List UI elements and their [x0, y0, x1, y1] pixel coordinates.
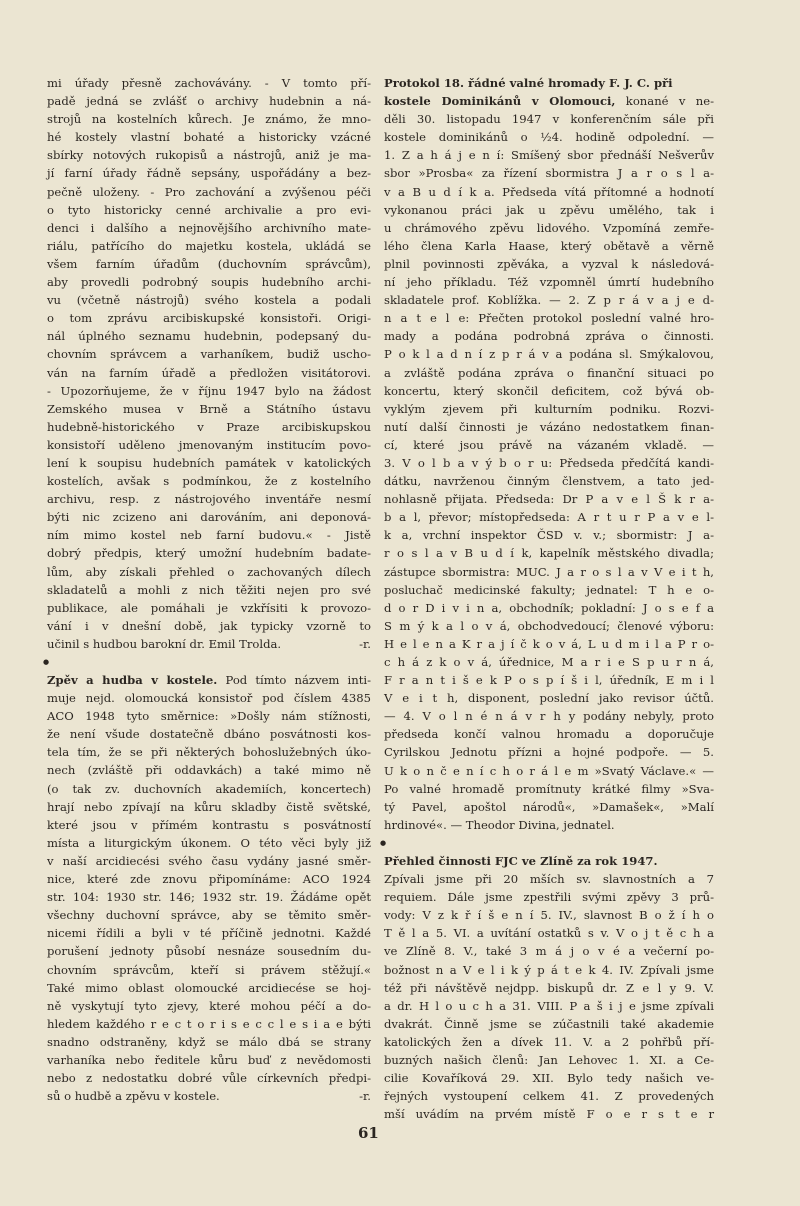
text-line: publikace, ale pomáhali je vzkřísiti k provozo-: [47, 600, 371, 615]
text-line: mi úřady přesně zachovávány. - V tomto pří-: [47, 76, 371, 90]
text-line: padě jedná se zvlášť o archivy hudebnin a ná-: [47, 94, 371, 109]
text-line: předseda končí valnou hromadu a doporučuje: [384, 727, 714, 742]
text-line: dvakrát. Činně jsme se zúčastnili také akademie: [384, 1016, 714, 1031]
text-line: o tom zprávu arcibiskupské konsistoři. Origi-: [47, 311, 371, 326]
text-line: riálu, patřícího do majetku kostela, ukládá se: [47, 238, 371, 253]
text-line: dátku, navrženou činným členstvem, a tato jed-: [384, 474, 714, 489]
text-line: že není všude dostatečně dbáno posvátnosti kos-: [47, 727, 371, 742]
text-line: řejných vystoupení celkem 41. Z provedených: [384, 1089, 714, 1104]
text-line: které jsou v přímém kontrastu s posvátností: [47, 817, 371, 832]
text-line: denci i dalšího a nejnovějšího archivního mate-: [47, 220, 371, 235]
text-line: c h á z k o v á, úřednice, M a r i e S p u r n á,: [384, 655, 714, 669]
text-line: jí farní úřady řádně sepsány, uspořádány a bez-: [47, 166, 371, 181]
article-heading: Protokol 18. řádné valné hromady F. J. C. při: [384, 76, 673, 90]
text-line: [384, 852, 714, 870]
text-run: Pod tímto názvem inti-: [217, 673, 371, 687]
text-line: (o tak zv. duchovních akademiích, koncertech): [47, 781, 371, 796]
text-line: lům, aby získali přehled o zachovaných dílech: [47, 564, 371, 579]
text-line: tý Pavel, apoštol národů«, »Damašek«, »Malí: [384, 799, 714, 814]
text-line: mady a podána podrobná zpráva o činnosti.: [384, 329, 714, 344]
text-line: skladatelů a mohli z nich těžiti nejen pro své: [47, 582, 371, 597]
text-line: Zemského musea v Brně a Státního ústavu: [47, 401, 371, 416]
text-line: [384, 74, 714, 92]
text-line: sbor »Prosba« za řízení sbormistra J a r o s l a-: [384, 166, 714, 181]
text-line: nebo z nedostatku dobré vůle církevních předpi-: [47, 1071, 371, 1086]
text-line: n a t e l e: Přečten protokol poslední valné hro-: [384, 311, 714, 326]
text-line: Cyrilskou Jednotu přízni a hojné podpoře. — 5.: [384, 745, 714, 760]
text-line: vu (včetně nástrojů) svého kostela a podali: [47, 293, 371, 308]
text-line: Po valné hromadě promítnuty krátké filmy »Sva-: [384, 781, 714, 796]
text-line: b a l, převor; místopředseda: A r t u r P a v e l-: [384, 510, 714, 525]
text-line: v naší arcidiecési svého času vydány jasné směr-: [47, 853, 371, 868]
text-line: děli 30. listopadu 1947 v konferenčním sále při: [384, 112, 714, 127]
article-section: [384, 74, 714, 834]
text-line: S m ý k a l o v á, obchodvedoucí; členové výboru:: [384, 618, 714, 633]
text-line: v a B u d í k a. Předseda vítá přítomné a hodnotí: [384, 184, 714, 199]
text-line: T ě l a 5. VI. a uvítání ostatků s v. V o j t ě c h a: [384, 926, 714, 941]
text-line: cí, které jsou právě na vázaném vkladě. —: [384, 437, 714, 452]
text-line: ně vyskytují tyto zjevy, které mohou péčí a do-: [47, 998, 371, 1013]
text-line: snadno odstraněny, když se málo dbá se strany: [47, 1034, 371, 1049]
text-line: a zvláště podána zpráva o finanční situaci po: [384, 365, 714, 380]
text-line: hrdinové«. — Theodor Divina, jednatel.: [384, 817, 615, 832]
text-line: a dr. H l o u c h a 31. VIII. P a š i j e jsme zpívali: [384, 998, 714, 1013]
text-line: konsistoří uděleno jmenovaným institucím povo-: [47, 437, 371, 452]
page-number: 61: [358, 1124, 379, 1142]
text-line: kostele dominikánů o ½4. hodině odpolední. —: [384, 130, 714, 145]
text-line: božnost n a V e l i k ý p á t e k 4. IV. Zpívali jsme: [384, 962, 714, 977]
text-line: pečně uloženy. - Pro zachování a zvýšenou péči: [47, 184, 371, 199]
text-line: chovním správcem a varhaníkem, budiž uscho-: [47, 347, 371, 362]
text-line: katolických žen a dívek 11. V. a 2 pohřbů pří-: [384, 1034, 714, 1049]
signature: -r.: [359, 1089, 371, 1104]
text-line: - Upozorňujeme, že v říjnu 1947 bylo na žádost: [47, 383, 371, 398]
text-line: chovním správcům, kteří si právem stěžují.«: [47, 962, 371, 977]
text-line: nutí další činnosti je vázáno nedostatkem finan-: [384, 419, 714, 434]
text-line: u chrámového zpěvu lidového. Vzpomíná zemře-: [384, 220, 714, 235]
text-line: plnil povinnosti zpěváka, a vyzval k následová-: [384, 256, 714, 271]
text-line: vyklým zjevem při kulturním podniku. Rozvi-: [384, 401, 714, 416]
text-line: též při návštěvě nejdpp. biskupů dr. Z e l y 9. V.: [384, 980, 714, 995]
text-line: nohlasně přijata. Předseda: Dr P a v e l Š k r a-: [384, 492, 714, 507]
text-line: nech (zvláště při oddavkách) a také mimo ně: [47, 763, 371, 778]
text-line: místa a liturgickým úkonem. O této věci byly již: [47, 835, 371, 850]
text-line: U k o n č e n í c h o r á l e m »Svatý Václave.« —: [384, 763, 714, 778]
text-line: zástupce sbormistra: MUC. J a r o s l a v V e i t h,: [384, 564, 714, 579]
article-section: [47, 671, 371, 1105]
text-line: P o k l a d n í z p r á v a podána sl. Smýkalovou,: [384, 347, 714, 362]
text-line: hledem každého r e c t o r i s e c c l e s i a e býti: [47, 1016, 371, 1031]
text-line: ACO 1948 tyto směrnice: »Došly nám stížnosti,: [47, 709, 371, 724]
text-line: lení k soupisu hudebních památek v katolických: [47, 455, 371, 470]
text-line: o tyto historicky cenné archivalie a pro evi-: [47, 202, 371, 217]
text-line: V e i t h, disponent, poslední jako revisor účtů.: [384, 691, 714, 706]
text-line: cilie Kovaříková 29. XII. Bylo tedy našich ve-: [384, 1071, 714, 1086]
text-line: buzných našich členů: Jan Lehovec 1. XI. a Ce-: [384, 1052, 714, 1067]
text-line: muje nejd. olomoucká konsistoř pod číslem 4385: [47, 691, 371, 706]
section-bullet-icon: ●: [43, 658, 50, 666]
text-line: hudebně-historického v Praze arcibiskupskou: [47, 419, 371, 434]
article-heading: Přehled činnosti FJC ve Zlíně za rok 1947.: [384, 853, 658, 868]
text-line: ní jeho příkladu. Též vzpomněl úmrtí hudebního: [384, 275, 714, 290]
text-line: všem farním úřadům (duchovním správcům),: [47, 256, 371, 271]
text-run: učinil s hudbou barokní dr. Emil Trolda.: [47, 636, 282, 651]
text-line: sbírky notových rukopisů a nástrojů, aniž je ma-: [47, 148, 371, 163]
text-line: ván na farním úřadě a předložen visitátorovi.: [47, 365, 371, 380]
text-line: 3. V o l b a v ý b o r u: Předseda předčítá kandi-: [384, 455, 714, 470]
text-line: posluchač medicinské fakulty; jednatel: T h e o-: [384, 582, 714, 597]
text-line: nál úplného seznamu hudebnin, podepsaný du-: [47, 329, 371, 344]
text-line: vání i v dnešní době, jak typicky vzorně to: [47, 618, 371, 633]
section-bullet-icon: ●: [380, 838, 387, 847]
text-line: vykonanou práci jak u zpěvu umělého, tak i: [384, 202, 714, 217]
text-line: [47, 671, 371, 689]
text-line: skladatele prof. Koblížka. — 2. Z p r á v a j e d-: [384, 293, 714, 308]
text-line: býti nic zcizeno ani darováním, ani deponová-: [47, 510, 371, 525]
text-line: d o r D i v i n a, obchodník; pokladní: J o s e f a: [384, 600, 714, 615]
text-line: k a, vrchní inspektor ČSD v. v.; sbormistr: J a-: [384, 528, 714, 543]
text-line: [47, 635, 371, 653]
text-run: sů o hudbě a zpěvu v kostele.: [47, 1089, 220, 1104]
left-column: [43, 74, 371, 1105]
text-line: ve Zlíně 8. V., také 3 m á j o v é a večerní po-: [384, 944, 714, 959]
text-line: r o s l a v B u d í k, kapelník městského divadla;: [384, 546, 714, 561]
text-line: strojů na kostelních kůrech. Je známo, že mno-: [47, 112, 371, 127]
text-line: ním mimo kostel neb farní budovu.« - Jistě: [47, 528, 371, 543]
text-line: Zpívali jsme při 20 mších sv. slavnostních a 7: [384, 872, 714, 887]
text-line: F r a n t i š e k P o s p í š i l, úředník, E m i l: [384, 673, 714, 688]
text-line: aby provedli podrobný soupis hudebního archi-: [47, 275, 371, 290]
article-heading: kostele Dominikánů v Olomouci,: [384, 94, 616, 109]
text-line: 1. Z a h á j e n í: Smíšený sbor přednáší Nešverův: [384, 148, 714, 163]
text-line: [47, 1087, 371, 1105]
text-line: tela tím, že se při některých bohoslužebných úko-: [47, 745, 371, 760]
signature: -r.: [359, 636, 371, 651]
text-line: koncertu, který skončil deficitem, což bývá ob-: [384, 383, 714, 398]
text-run: konané v ne-: [615, 94, 714, 109]
text-line: lého člena Karla Haase, který obětavě a věrně: [384, 238, 714, 253]
text-line: kostelích, avšak s podmínkou, že z kostelního: [47, 474, 371, 489]
text-line: porušení jednoty působí nesnáze sousedním du-: [47, 944, 371, 959]
text-line: H e l e n a K r a j í č k o v á, L u d m i l a P r o-: [384, 636, 714, 651]
text-line: requiem. Dále jsme zpestřili svými zpěvy 3 prů-: [384, 890, 714, 905]
text-line: str. 104: 1930 str. 146; 1932 str. 19. Žádáme opět: [47, 890, 371, 905]
text-line: [384, 92, 714, 110]
text-line: hé kostely vlastní bohaté a historicky vzácné: [47, 130, 371, 145]
article-section: [47, 74, 371, 653]
text-line: archivu, resp. z nástrojového inventáře nesmí: [47, 492, 371, 507]
text-line: — 4. V o l n é n á v r h y podány nebyly, proto: [384, 709, 714, 724]
text-line: hrají nebo zpívají na kůru skladby čistě světské,: [47, 799, 371, 814]
article-section: [384, 852, 714, 1123]
right-column: [380, 74, 714, 1123]
text-line: varhaníka nebo ředitele kůru buď z nevědomosti: [47, 1052, 371, 1067]
text-line: všechny duchovní správce, aby se těmito směr-: [47, 908, 371, 923]
article-heading: Zpěv a hudba v kostele.: [47, 673, 218, 687]
text-line: nice, které zde znovu připomínáme: ACO 1924: [47, 872, 371, 887]
text-line: dobrý předpis, který umožní hudebním badate-: [47, 546, 371, 561]
text-line: Také mimo oblast olomoucké arcidiecése se hoj-: [47, 980, 371, 995]
text-line: vody: V z k ř í š e n í 5. IV., slavnost B o ž í h o: [384, 908, 714, 923]
text-line: nicemi řídili a byli v té příčině jednotni. Každé: [47, 926, 371, 941]
text-line: mší uvádím na prvém místě F o e r s t e r: [384, 1107, 714, 1122]
